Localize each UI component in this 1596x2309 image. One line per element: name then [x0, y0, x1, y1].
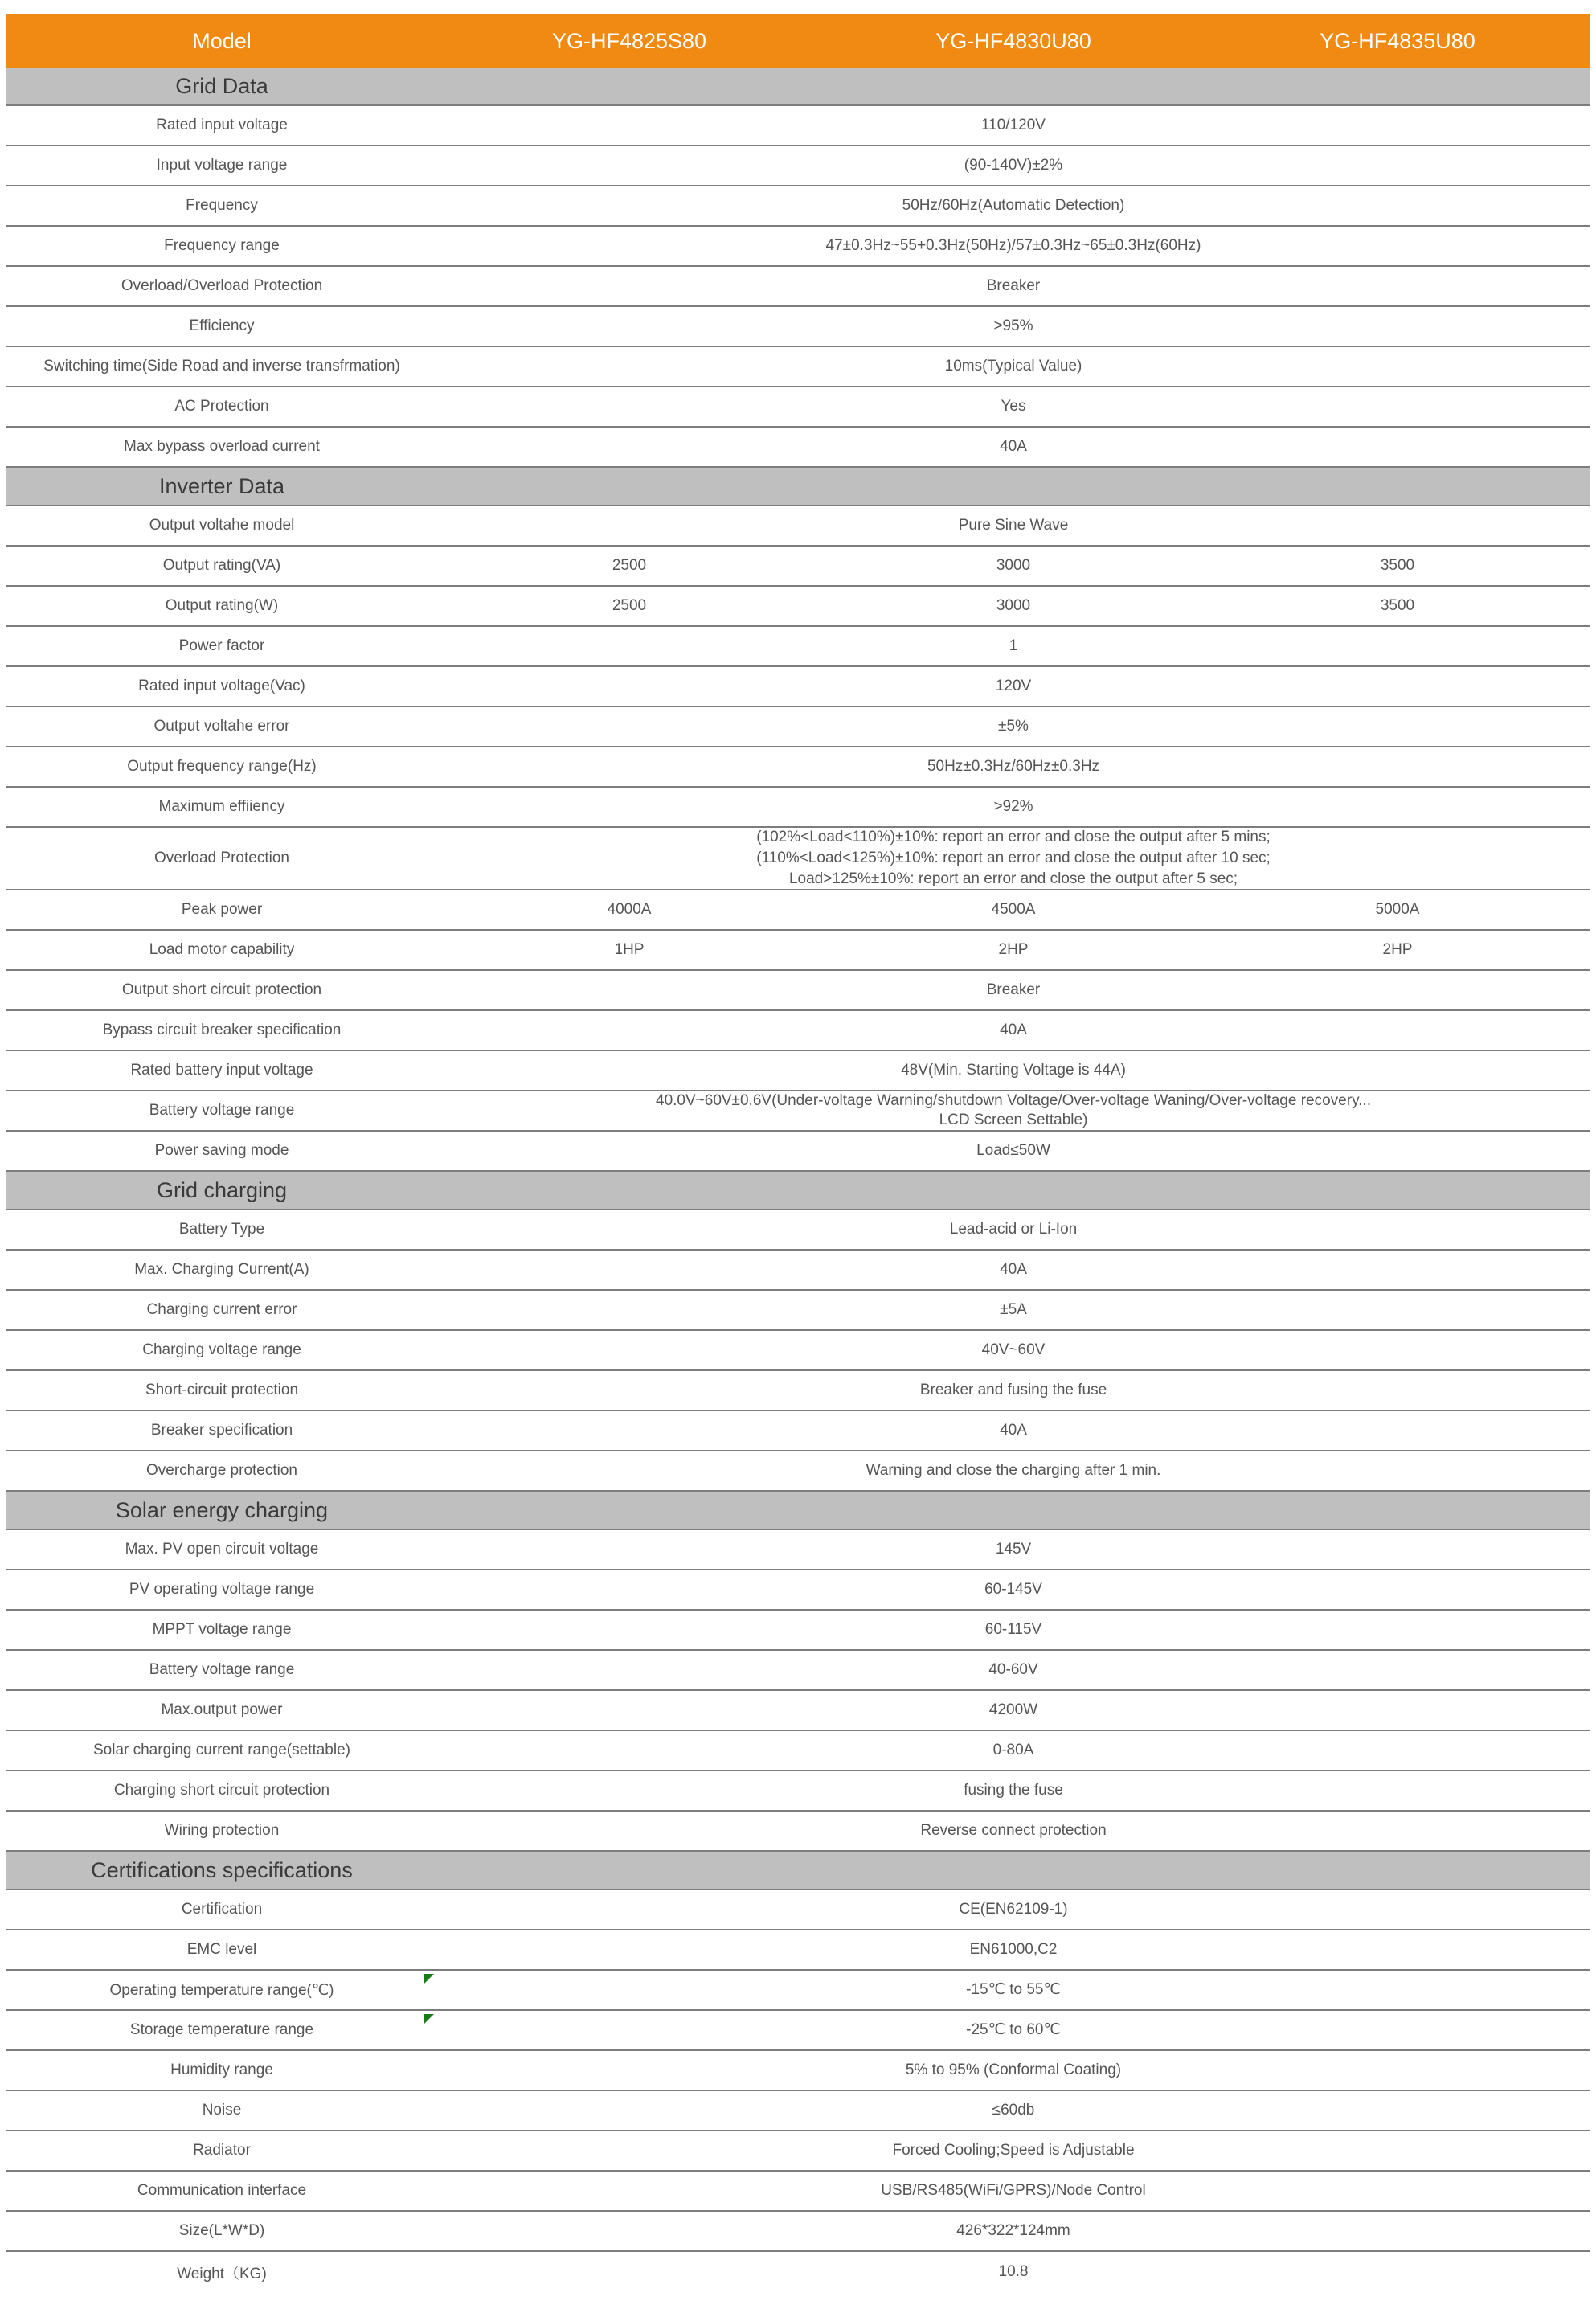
table-row: [6, 1971, 1590, 2011]
row-label: Rated input voltage(Vac): [138, 678, 305, 694]
table-row: [6, 347, 1590, 387]
table-row: [6, 186, 1590, 227]
row-label: Overload Protection: [154, 849, 289, 866]
row-label: AC Protection: [174, 398, 269, 415]
table-row: [6, 506, 1590, 547]
row-value: 5% to 95% (Conformal Coating): [905, 2061, 1122, 2078]
row-value: 1: [1009, 637, 1018, 654]
row-label: Communication interface: [137, 2182, 307, 2199]
row-value: 40A: [1000, 1422, 1027, 1439]
row-label: Max.output power: [161, 1701, 283, 1718]
section-title: Inverter Data: [158, 473, 285, 498]
row-value: Breaker: [986, 981, 1041, 998]
row-label: Power saving mode: [154, 1142, 289, 1159]
row-value: -25℃ to 60℃: [966, 2021, 1061, 2038]
table-row: [6, 1371, 1590, 1411]
table-header: [6, 14, 1590, 68]
table-row: [6, 1812, 1590, 1852]
row-value: >95%: [993, 317, 1033, 334]
row-value: Breaker and fusing the fuse: [919, 1382, 1107, 1398]
row-label: Frequency: [186, 197, 258, 214]
table-row: [6, 227, 1590, 267]
table-row: [6, 146, 1590, 186]
table-row: [6, 106, 1590, 146]
row-value: 40A: [1000, 1021, 1027, 1038]
row-label: Battery voltage range: [149, 1102, 295, 1119]
row-value: ≤60db: [992, 2102, 1035, 2119]
row-label: Output voltahe error: [153, 718, 290, 735]
table-row: [6, 1771, 1590, 1812]
row-label: Max. PV open circuit voltage: [125, 1541, 319, 1558]
row-label: Input voltage range: [156, 157, 288, 174]
table-row: [6, 267, 1590, 307]
row-label: Humidity range: [170, 2061, 273, 2078]
section-grid-data: [6, 68, 1590, 106]
table-row: [6, 707, 1590, 747]
row-value: >92%: [993, 798, 1033, 815]
row-label: Efficiency: [189, 317, 255, 334]
table-row: [6, 1691, 1590, 1731]
row-label: PV operating voltage range: [129, 1581, 315, 1598]
row-label: Operating temperature range(℃): [109, 1981, 334, 1999]
table-row: [6, 1451, 1590, 1492]
row-value: Pure Sine Wave: [958, 517, 1069, 534]
row-value: 426*322*124mm: [956, 2222, 1070, 2239]
row-value: 50Hz/60Hz(Automatic Detection): [902, 197, 1125, 214]
spec-table: [6, 14, 1590, 2292]
row-label: Weight（KG): [177, 2265, 267, 2282]
row-label: Solar charging current range(settable): [92, 1742, 350, 1758]
table-row: [6, 1411, 1590, 1451]
row-label: Overcharge protection: [146, 1462, 297, 1479]
row-label: Output frequency range(Hz): [127, 758, 317, 775]
comment-marker-icon: [424, 1974, 434, 1984]
model-col-2: YG-HF4830U80: [935, 28, 1091, 53]
section-grid-charging: [6, 1172, 1590, 1210]
table-row: [6, 1331, 1590, 1371]
table-row: [6, 971, 1590, 1011]
row-value-col-1: 2500: [612, 557, 647, 574]
row-value: 0-80A: [992, 1742, 1034, 1758]
table-row: [6, 2172, 1590, 2212]
row-value: 40-60V: [988, 1661, 1038, 1678]
row-label: Charging current error: [146, 1301, 297, 1318]
row-label: Wiring protection: [164, 1822, 280, 1839]
row-label: Max bypass overload current: [124, 438, 320, 455]
row-value-col-3: 3500: [1380, 557, 1415, 574]
table-row: [6, 667, 1590, 707]
row-label: EMC level: [186, 1941, 257, 1958]
row-value: Reverse connect protection: [920, 1822, 1107, 1839]
table-row: [6, 1570, 1590, 1611]
row-label: Maximum effiiency: [158, 798, 285, 815]
table-row: [6, 627, 1590, 667]
row-label: Overload/Overload Protection: [121, 277, 323, 294]
model-col-1: YG-HF4825S80: [551, 28, 707, 53]
section-solar-charging: [6, 1492, 1590, 1530]
row-value-col-2: 3000: [996, 597, 1031, 614]
row-value: 47±0.3Hz~55+0.3Hz(50Hz)/57±0.3Hz~65±0.3Hz(60Hz): [825, 237, 1201, 254]
row-value: [437, 827, 1590, 890]
section-certifications: [6, 1852, 1590, 1890]
row-label: Certification: [181, 1901, 263, 1918]
model-col-3: YG-HF4835U80: [1320, 28, 1475, 53]
table-row: [6, 1890, 1590, 1930]
row-value: ±5A: [1000, 1301, 1027, 1318]
overload-line-3: Load>125%±10%: report an error and close the output after 5 sec;: [788, 870, 1238, 887]
table-row: [6, 788, 1590, 828]
row-value: 10ms(Typical Value): [944, 358, 1082, 375]
table-row: [6, 2131, 1590, 2172]
comment-marker-icon: [424, 2014, 434, 2024]
table-row: [6, 387, 1590, 428]
row-label: Output short circuit protection: [121, 981, 322, 998]
row-value: 10.8: [998, 2263, 1029, 2280]
row-value: 40V~60V: [981, 1341, 1046, 1358]
row-label: Frequency range: [164, 237, 280, 254]
row-label: Breaker specification: [150, 1422, 293, 1439]
row-value: -15℃ to 55℃: [966, 1981, 1061, 1998]
row-label: Peak power: [181, 901, 263, 918]
table-row: [6, 747, 1590, 788]
table-row: [6, 2252, 1590, 2292]
table-row: [6, 1210, 1590, 1251]
row-value-col-2: 3000: [996, 557, 1031, 574]
row-value: 4200W: [988, 1701, 1038, 1718]
section-title: Certifications specifications: [91, 1857, 353, 1882]
section-title: Grid charging: [156, 1177, 288, 1202]
table-row: [6, 890, 1590, 931]
row-label: MPPT voltage range: [152, 1621, 292, 1638]
row-value: 60-145V: [984, 1581, 1042, 1598]
row-label: Output rating(VA): [162, 557, 281, 574]
row-label: Power factor: [178, 637, 265, 654]
row-label: Output voltahe model: [149, 517, 295, 534]
row-value: 40A: [1000, 438, 1027, 455]
table-row: [6, 547, 1590, 587]
row-value: CE(EN62109-1): [959, 1901, 1068, 1918]
table-row: [6, 1132, 1590, 1172]
table-row: [6, 2051, 1590, 2091]
battery-range-line-2: LCD Screen Settable): [939, 1112, 1088, 1128]
row-value: Lead-acid or Li-Ion: [949, 1221, 1078, 1238]
table-row: [6, 828, 1590, 890]
row-value: 60-115V: [984, 1621, 1042, 1638]
battery-range-line-1: 40.0V~60V±0.6V(Under-voltage Warning/shutdown Voltage/Over-voltage Waning/Over-voltage recovery...: [656, 1092, 1371, 1109]
row-label: Output rating(W): [165, 597, 279, 614]
row-label: Noise: [202, 2102, 242, 2119]
row-label: Short-circuit protection: [145, 1382, 299, 1398]
row-label: Bypass circuit breaker specification: [102, 1021, 342, 1038]
row-value-col-3: 2HP: [1382, 941, 1413, 958]
row-label: Max. Charging Current(A): [134, 1261, 309, 1278]
row-value: 120V: [995, 678, 1032, 694]
table-row: [6, 1651, 1590, 1691]
model-header: Model: [192, 28, 252, 53]
row-label: Battery voltage range: [149, 1661, 295, 1678]
row-label: Load motor capability: [149, 941, 295, 958]
row-value-col-1: 1HP: [614, 941, 645, 958]
row-value: 48V(Min. Starting Voltage is 44A): [901, 1062, 1126, 1079]
row-value-col-3: 3500: [1380, 597, 1415, 614]
table-row: [6, 2212, 1590, 2252]
table-row: [6, 428, 1590, 468]
section-title: Solar energy charging: [115, 1497, 329, 1522]
row-value: fusing the fuse: [964, 1782, 1063, 1799]
row-label: Rated battery input voltage: [130, 1062, 313, 1079]
row-label: Size(L*W*D): [178, 2222, 265, 2239]
row-label: Storage temperature range: [129, 2021, 314, 2038]
table-row: [6, 1291, 1590, 1331]
table-row: [6, 587, 1590, 627]
table-row: [6, 1251, 1590, 1291]
row-label: Switching time(Side Road and inverse transfrmation): [43, 358, 400, 375]
row-value-col-1: 4000A: [607, 901, 652, 918]
row-label: Charging short circuit protection: [113, 1782, 330, 1799]
row-label: Rated input voltage: [156, 117, 288, 133]
row-value: ±5%: [998, 718, 1029, 735]
row-value: Load≤50W: [976, 1142, 1050, 1159]
section-inverter-data: [6, 468, 1590, 506]
section-title: Grid Data: [175, 73, 268, 98]
row-value-col-3: 5000A: [1375, 901, 1420, 918]
row-value: (90-140V)±2%: [964, 157, 1063, 174]
row-value: 110/120V: [981, 117, 1046, 133]
row-value-col-2: 4500A: [991, 901, 1036, 918]
table-row: [6, 2091, 1590, 2131]
overload-line-1: (102%<Load<110%)±10%: report an error and close the output after 5 mins;: [756, 829, 1271, 845]
row-label: Radiator: [193, 2142, 251, 2159]
row-value: Forced Cooling;Speed is Adjustable: [892, 2142, 1135, 2159]
table-row: [6, 1611, 1590, 1651]
row-label: Battery Type: [178, 1221, 265, 1238]
row-value: Yes: [1001, 398, 1026, 415]
table-row: [6, 1051, 1590, 1091]
table-row: [6, 1731, 1590, 1771]
table-row: [6, 1011, 1590, 1051]
overload-line-2: (110%<Load<125%)±10%: report an error and close the output after 10 sec;: [756, 849, 1271, 866]
row-value: 50Hz±0.3Hz/60Hz±0.3Hz: [927, 758, 1100, 775]
row-value: 145V: [995, 1541, 1032, 1558]
row-value: EN61000,C2: [969, 1941, 1058, 1958]
table-row: [6, 1091, 1590, 1132]
row-value: Warning and close the charging after 1 min.: [866, 1462, 1161, 1479]
table-row: [6, 931, 1590, 971]
row-value: 40A: [1000, 1261, 1027, 1278]
table-row: [6, 307, 1590, 347]
row-value: USB/RS485(WiFi/GPRS)/Node Control: [881, 2182, 1146, 2199]
row-value-col-1: 2500: [612, 597, 647, 614]
table-row: [6, 1930, 1590, 1971]
row-value: Breaker: [986, 277, 1041, 294]
row-value-col-2: 2HP: [998, 941, 1029, 958]
row-label: Charging voltage range: [142, 1341, 301, 1358]
row-value: [437, 1091, 1590, 1130]
table-row: [6, 2011, 1590, 2051]
table-row: [6, 1530, 1590, 1570]
